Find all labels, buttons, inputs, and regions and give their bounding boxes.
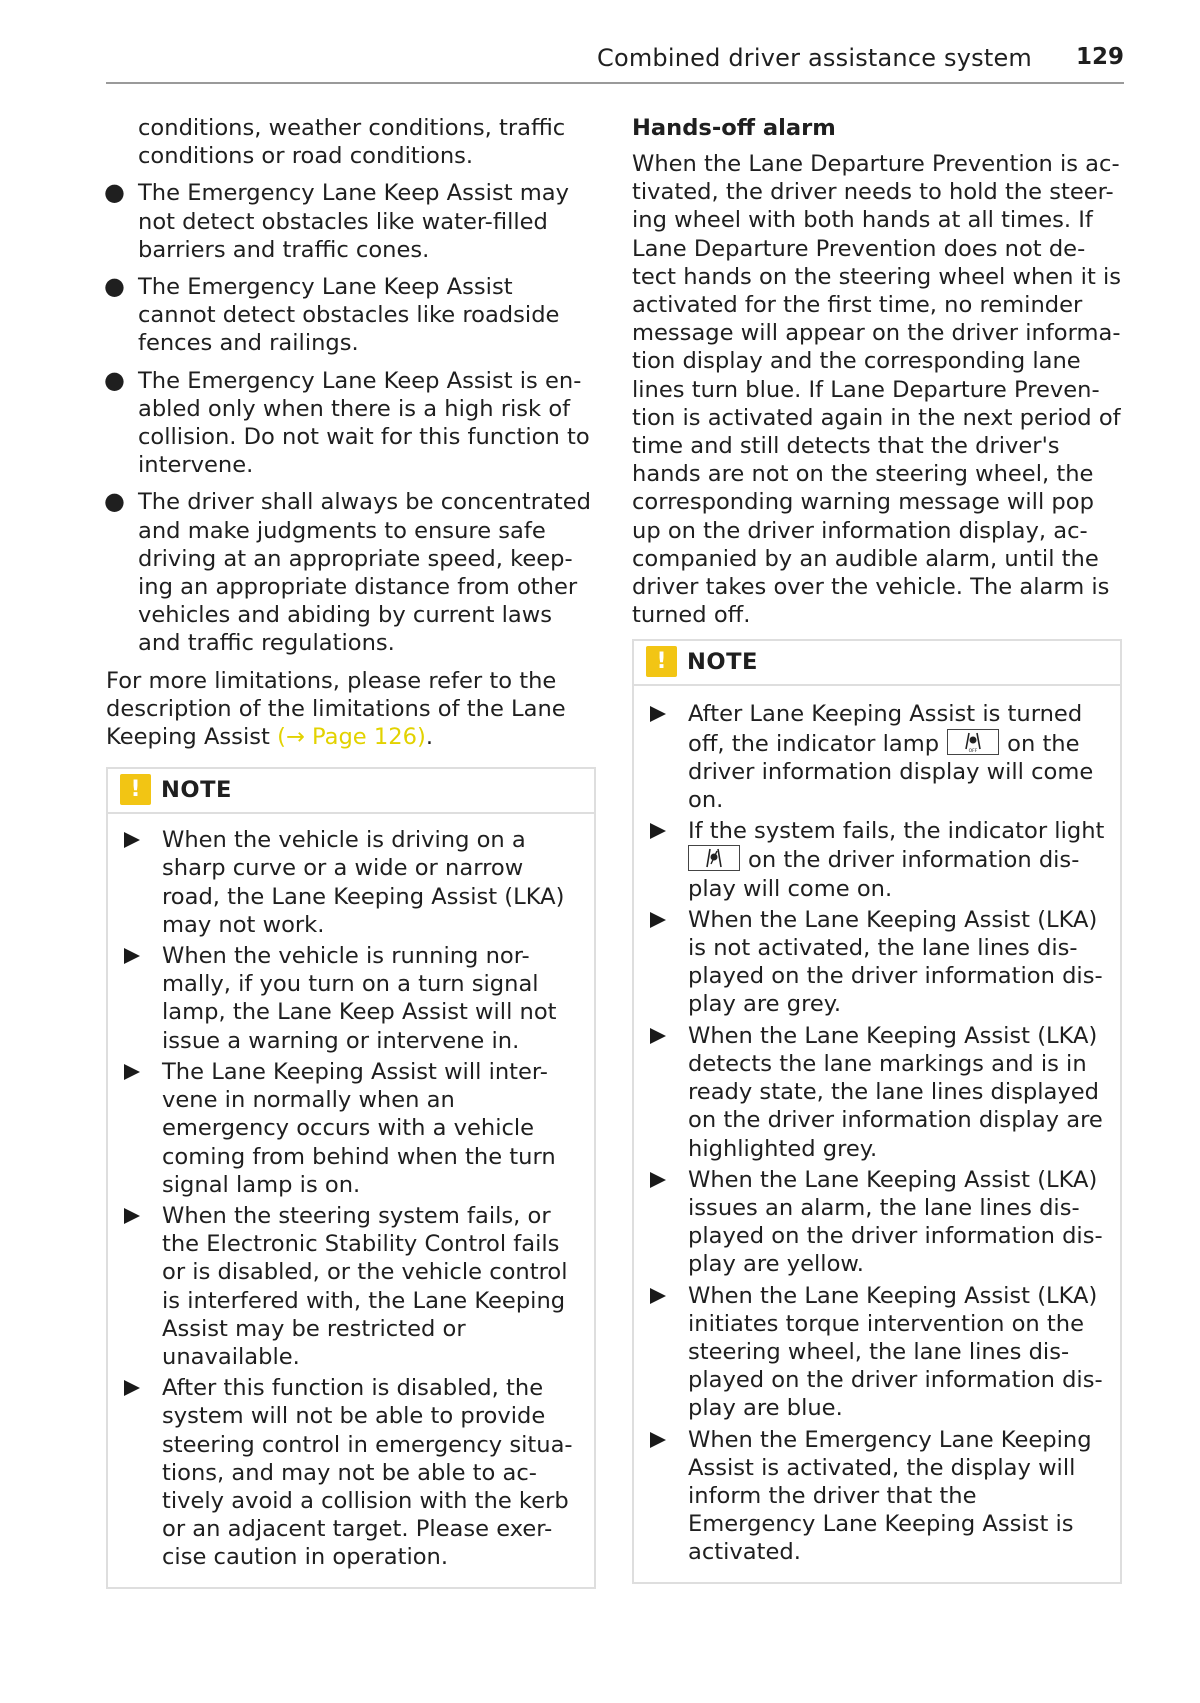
warning-icon: ! [120,774,151,805]
arrow-right-icon [650,912,666,928]
limitations-paragraph: For more limitations, please refer to the description of the limitations of the Lane Keeping Assist (→ Page 126). [106,667,566,751]
note-item: When the steering system fails, or the Electronic Stability Control fails or is disabled, or the vehicle control is interfered with, the Lane Keeping Assist may be restricted or unavailable. [122,1202,580,1371]
note-item: After this function is disabled, the system will not be able to provide steering control in emergency situa-tions, and may not be able to ac-tively avoid a collision with the kerb or an adjacent target. Please exer-cise caution in operation. [122,1374,580,1571]
hands-off-alarm-paragraph: When the Lane Departure Prevention is ac-tivated, the driver needs to hold the steer-ing wheel with both hands at all times. If Lane Departure Prevention does not de-tect hands on the steering wheel when it is activated for the first time, no reminder message will appear on the driver informa-tion display and the corresponding lane lines turn blue. If Lane Departure Preven-tion is activated again in the next period of time and still detects that the driver's hands are not on the steering wheel, the corresponding warning message will pop up on the driver information display, ac-companied by an audible alarm, until the driver takes over the vehicle. The alarm is turned off. [632,151,1122,629]
arrow-right-icon [124,832,140,848]
note-header [634,641,1120,686]
note-item: When the vehicle is running nor-mally, if you turn on a turn signal lamp, the Lane Keep Assist will not issue a warning or intervene in. [122,942,580,1055]
continuation-text: conditions, weather conditions, traffic conditions or road conditions. [138,115,566,170]
arrow-right-icon [124,1208,140,1224]
note-item: When the Lane Keeping Assist (LKA) detects the lane markings and is in ready state, the lane lines displayed on the driver information display are highlighted grey. [648,1022,1106,1163]
limitations-bullet-list [106,179,596,657]
arrow-right-icon [124,948,140,964]
bullet-dot-icon: ● [104,365,125,394]
note-item: After Lane Keeping Assist is turned off, the indicator lamp OFF on the driver information display will come on. [648,700,1106,814]
bullet-item: ● The Emergency Lane Keep Assist is en-abled only when there is a high risk of collision. Do not wait for this function to intervene. [104,365,590,479]
note-item: When the Lane Keeping Assist (LKA) initiates torque intervention on the steering wheel, the lane lines dis-played on the driver information dis-play are blue. [648,1282,1106,1423]
arrow-right-icon [650,1028,666,1044]
arrow-right-icon [124,1064,140,1080]
warning-icon: ! [646,646,677,677]
note-item: When the Lane Keeping Assist (LKA) is not activated, the lane lines dis-played on the driver information dis-play are grey. [648,906,1106,1019]
note-item: If the system fails, the indicator light on the driver information dis-play will come on. [648,817,1106,903]
bullet-dot-icon: ● [104,487,125,516]
note-item: When the vehicle is driving on a sharp curve or a wide or narrow road, the Lane Keeping Assist (LKA) may not work. [122,826,580,939]
arrow-right-icon [650,823,666,839]
note-title: NOTE [161,776,232,803]
hands-off-alarm-heading: Hands-off alarm [632,115,836,141]
note-list [648,700,1106,1566]
page-header [106,44,1124,84]
note-item: When the Lane Keeping Assist (LKA) issues an alarm, the lane lines dis-played on the driver information dis-play are yellow. [648,1166,1106,1279]
bullet-item: ● The driver shall always be concentrated and make judgments to ensure safe driving at an appropriate speed, keep-ing an appropriate distance from other vehicles and abiding by current laws and traffic regulations. [104,487,592,657]
note-header [108,769,594,814]
lka-off-indicator-icon [947,729,999,755]
page-number: 129 [1075,44,1124,70]
bullet-item: ● The Emergency Lane Keep Assist cannot detect obstacles like roadside fences and railings. [104,272,560,357]
section-title: Combined driver assistance system [597,44,1032,72]
arrow-right-icon [124,1380,140,1396]
lka-fault-indicator-icon [688,845,740,871]
svg-text:OFF: OFF [968,748,978,753]
note-box-right [632,639,1122,1583]
right-column [632,114,1122,1584]
note-item: When the Emergency Lane Keeping Assist is activated, the display will inform the driver that the Emergency Lane Keeping Assist is activated. [648,1426,1106,1567]
arrow-right-icon [650,706,666,722]
bullet-dot-icon: ● [104,178,125,207]
bullet-dot-icon: ● [104,272,125,301]
arrow-right-icon [650,1172,666,1188]
note-list [122,826,580,1571]
left-column [106,114,596,1589]
note-item: The Lane Keeping Assist will inter-vene in normally when an emergency occurs with a vehicle coming from behind when the turn signal lamp is on. [122,1058,580,1199]
bullet-item: ● The Emergency Lane Keep Assist may not detect obstacles like water-filled barriers and traffic cones. [104,178,569,263]
arrow-right-icon [650,1432,666,1448]
note-box-left [106,767,596,1588]
note-title: NOTE [687,648,758,675]
arrow-right-icon [650,1288,666,1304]
page-reference-link[interactable]: (→ Page 126) [277,724,426,751]
